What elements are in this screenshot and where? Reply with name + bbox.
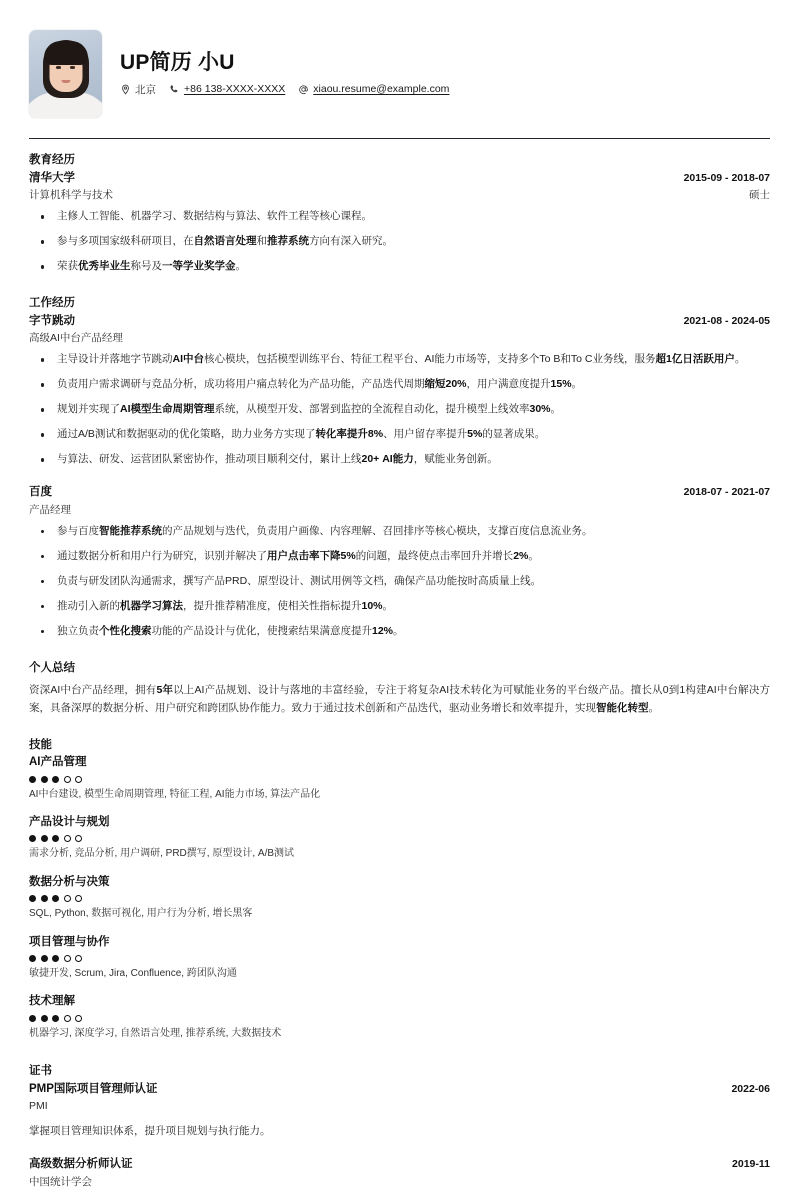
- skill-name: 产品设计与规划: [29, 816, 110, 829]
- work-bullets: [29, 351, 770, 468]
- skill-dot-filled: [41, 895, 48, 902]
- skill-dot-empty: [64, 776, 71, 783]
- work-bullets: [29, 523, 770, 640]
- avatar-hair-top: [44, 41, 88, 65]
- certificate-sub-row: [29, 1174, 770, 1190]
- education-major: 计算机科学与技术: [29, 188, 113, 201]
- skill-dot-filled: [52, 1015, 59, 1022]
- skill-keywords: 需求分析, 竞品分析, 用户调研, PRD撰写, 原型设计, A/B测试: [29, 848, 295, 860]
- phone-icon: [169, 84, 180, 95]
- contact-phone[interactable]: [169, 83, 285, 95]
- header-divider: [29, 138, 770, 139]
- work-date: 2018-07 - 2021-07: [683, 486, 770, 499]
- certificate-date: 2022-06: [731, 1082, 770, 1095]
- avatar-eye-left: [56, 66, 61, 69]
- skill-item: [29, 814, 770, 862]
- skill-dot-filled: [29, 955, 36, 962]
- education-entry: [29, 170, 770, 276]
- section-title-skills: 技能: [29, 738, 52, 751]
- skill-dot-empty: [75, 955, 82, 962]
- skill-dot-filled: [29, 776, 36, 783]
- work-sub-row: [29, 502, 770, 518]
- skill-item: [29, 993, 770, 1041]
- spacer: [29, 277, 770, 295]
- bullet-item: 参与百度智能推荐系统的产品规划与迭代，负责用户画像、内容理解、召回排序等核心模块，支撑百度信息流业务。: [29, 523, 770, 540]
- bullet-item: 通过A/B测试和数据驱动的优化策略，助力业务方实现了转化率提升8%、用户留存率提升5%的显著成果。: [29, 426, 770, 443]
- skill-dot-filled: [52, 895, 59, 902]
- skill-dot-empty: [64, 835, 71, 842]
- skill-rating: [29, 835, 770, 842]
- skill-dot-empty: [75, 776, 82, 783]
- skill-dot-empty: [64, 1015, 71, 1022]
- bullet-item: 主修人工智能、机器学习、数据结构与算法、软件工程等核心课程。: [29, 208, 770, 225]
- skill-dot-filled: [52, 955, 59, 962]
- bullet-item: 参与多项国家级科研项目，在自然语言处理和推荐系统方向有深入研究。: [29, 233, 770, 250]
- skill-dot-filled: [41, 1015, 48, 1022]
- skill-dot-empty: [75, 895, 82, 902]
- section-education: [29, 152, 770, 275]
- contact-email[interactable]: [298, 83, 449, 95]
- page-title: UP简历 小U: [120, 51, 235, 75]
- certificate-date: 2019-11: [732, 1158, 770, 1171]
- section-title-work: 工作经历: [29, 297, 75, 310]
- skill-name: AI产品管理: [29, 756, 87, 769]
- work-role: 高级AI中台产品经理: [29, 332, 123, 345]
- skill-dot-filled: [41, 955, 48, 962]
- skill-name: 数据分析与决策: [29, 875, 110, 888]
- avatar-eye-right: [70, 66, 75, 69]
- certificate-desc: 掌握项目管理知识体系，提升项目规划与执行能力。: [29, 1125, 271, 1138]
- bullet-item: 主导设计并落地字节跳动AI中台核心模块，包括模型训练平台、特征工程平台、AI能力市场等，支持多个To B和To C业务线，服务超1亿日活跃用户。: [29, 351, 770, 368]
- certificate-name: 高级数据分析师认证: [29, 1158, 133, 1171]
- skill-dot-empty: [64, 955, 71, 962]
- skill-name: 技术理解: [29, 995, 75, 1008]
- bullet-item: 规划并实现了AI模型生命周期管理系统，从模型开发、部署到监控的全流程自动化，提升模型上线效率30%。: [29, 401, 770, 418]
- skill-dot-empty: [75, 835, 82, 842]
- skill-dot-filled: [52, 835, 59, 842]
- skill-dot-filled: [41, 776, 48, 783]
- contact-location-text: 北京: [135, 83, 156, 96]
- certificate-issuer: 中国统计学会: [29, 1175, 92, 1188]
- bullet-item: 推动引入新的机器学习算法，提升推荐精准度，使相关性指标提升10%。: [29, 598, 770, 615]
- bullet-item: 通过数据分析和用户行为研究，识别并解决了用户点击率下降5%的问题，最终使点击率回升并增长2%。: [29, 548, 770, 565]
- work-sub-row: [29, 330, 770, 346]
- work-company: 百度: [29, 486, 52, 499]
- skill-dot-filled: [29, 895, 36, 902]
- skill-dot-empty: [75, 1015, 82, 1022]
- certificate-entry-data-analyst: [29, 1156, 770, 1190]
- education-entry-head: [29, 170, 770, 187]
- skill-dot-filled: [29, 835, 36, 842]
- skill-item: [29, 934, 770, 982]
- skill-rating: [29, 1015, 770, 1022]
- education-bullets: [29, 208, 770, 275]
- section-title-education: 教育经历: [29, 154, 75, 166]
- bullet-item: 独立负责个性化搜索功能的产品设计与优化，使搜索结果满意度提升12%。: [29, 623, 770, 640]
- certificate-entry-head: [29, 1156, 770, 1173]
- contact-location: [120, 82, 156, 97]
- work-entry-head: [29, 313, 770, 330]
- skill-keywords: 机器学习, 深度学习, 自然语言处理, 推荐系统, 大数据技术: [29, 1027, 282, 1039]
- skill-item: [29, 874, 770, 922]
- skill-rating: [29, 776, 770, 783]
- section-skills: [29, 737, 770, 1041]
- skill-dot-filled: [52, 776, 59, 783]
- spacer: [29, 642, 770, 660]
- location-pin-icon: [120, 84, 131, 95]
- education-school: 清华大学: [29, 171, 75, 184]
- summary-text: 资深AI中台产品经理，拥有5年以上AI产品规划、设计与落地的丰富经验，专注于将复杂AI技术转化为可赋能业务的平台级产品。擅长从0到1构建AI中台解决方案，具备深厚的数据分析、用户研究和跨团队协作能力。致力于通过技术创新和产品迭代，驱动业务增长和效率提升，实现智能化转型。: [29, 683, 771, 714]
- skill-dot-empty: [64, 895, 71, 902]
- bullet-item: 与算法、研发、运营团队紧密协作，推动项目顺利交付，累计上线20+ AI能力，赋能业务创新。: [29, 451, 770, 468]
- identity-block: [120, 51, 458, 96]
- skill-dot-filled: [41, 835, 48, 842]
- email-at-icon: [298, 84, 309, 95]
- contact-list: [120, 82, 458, 97]
- section-title-summary: 个人总结: [29, 661, 75, 674]
- work-role: 产品经理: [29, 503, 71, 516]
- skill-name: 项目管理与协作: [29, 935, 110, 948]
- skill-keywords: 敏捷开发, Scrum, Jira, Confluence, 跨团队沟通: [29, 967, 237, 979]
- work-company: 字节跳动: [29, 314, 75, 327]
- contact-phone-text[interactable]: +86 138-XXXX-XXXX: [184, 83, 286, 96]
- skill-keywords: SQL, Python, 数据可视化, 用户行为分析, 增长黑客: [29, 908, 253, 920]
- section-title-certificates: 证书: [29, 1065, 52, 1078]
- skill-rating: [29, 895, 770, 902]
- education-degree: 硕士: [749, 188, 770, 201]
- resume-header: [29, 30, 770, 124]
- spacer: [29, 1142, 770, 1156]
- bullet-item: 荣获优秀毕业生称号及一等学业奖学金。: [29, 258, 770, 275]
- work-entry-baidu: [29, 484, 770, 640]
- skill-rating: [29, 955, 770, 962]
- certificate-entry-pmp: [29, 1081, 770, 1141]
- section-work: [29, 295, 770, 640]
- work-entry-bytedance: [29, 313, 770, 469]
- spacer: [29, 470, 770, 484]
- work-entry-head: [29, 484, 770, 501]
- skill-dot-filled: [29, 1015, 36, 1022]
- certificate-name: PMP国际项目管理师认证: [29, 1082, 158, 1095]
- certificate-issuer: PMI: [29, 1100, 48, 1112]
- section-certificates: [29, 1063, 770, 1190]
- bullet-item: 负责用户需求调研与竞品分析，成功将用户痛点转化为产品功能，产品迭代周期缩短20%，用户满意度提升15%。: [29, 376, 770, 393]
- certificate-entry-head: [29, 1081, 770, 1098]
- education-sub-row: [29, 187, 770, 203]
- certificate-sub-row: [29, 1098, 770, 1114]
- bullet-item: 负责与研发团队沟通需求，撰写产品PRD、原型设计、测试用例等文档，确保产品功能按时高质量上线。: [29, 573, 770, 590]
- skill-item: [29, 754, 770, 802]
- contact-email-text[interactable]: xiaou.resume@example.com: [313, 83, 450, 96]
- spacer: [29, 719, 770, 737]
- avatar: [29, 30, 102, 118]
- education-date: 2015-09 - 2018-07: [683, 171, 770, 184]
- work-date: 2021-08 - 2024-05: [683, 314, 770, 327]
- spacer: [29, 1053, 770, 1063]
- skill-keywords: AI中台建设, 模型生命周期管理, 特征工程, AI能力市场, 算法产品化: [29, 788, 321, 800]
- section-summary: [29, 660, 770, 717]
